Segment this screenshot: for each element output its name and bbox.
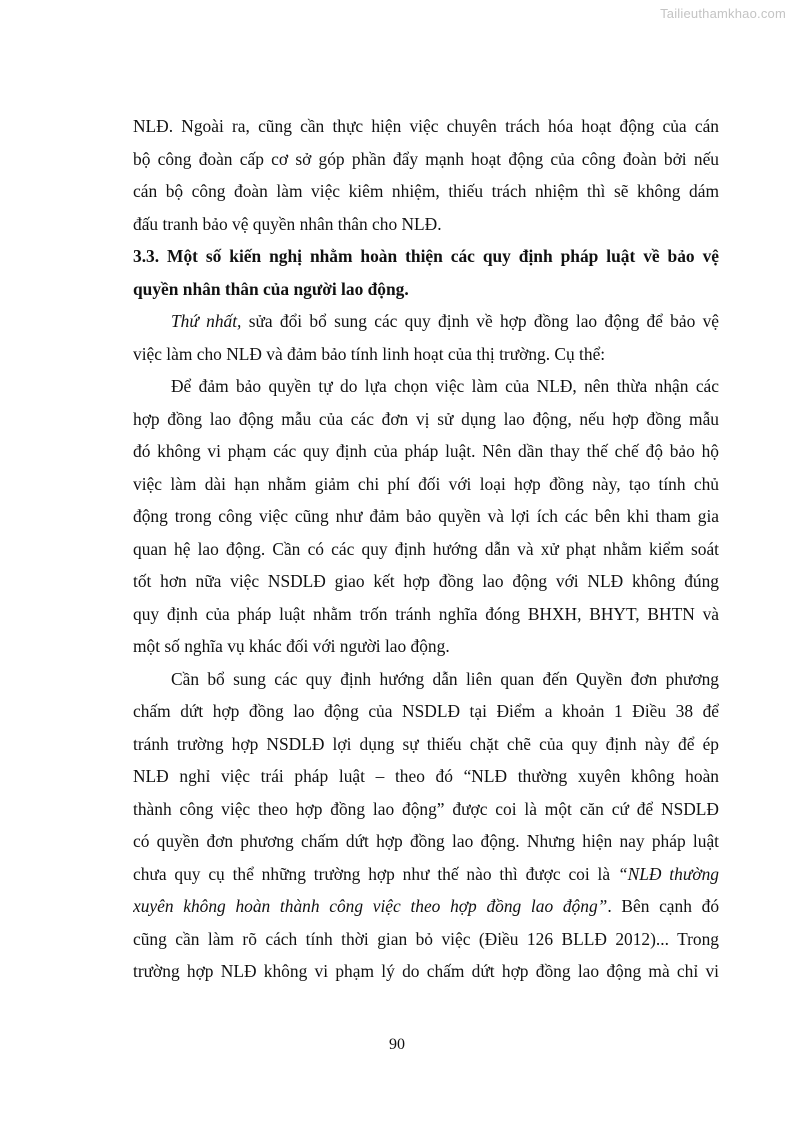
text-span: chưa quy cụ thể những trường hợp như thế nào thì được coi là <box>133 863 611 884</box>
text-line <box>133 890 719 923</box>
text-line: trường hợp NLĐ không vi phạm lý do chấm dứt hợp đồng lao động mà chỉ vi <box>133 961 719 981</box>
text-line: NLĐ nghỉ việc trái pháp luật – theo đó “NLĐ thường xuyên không hoàn <box>133 766 719 786</box>
text-line: tránh trường hợp NSDLĐ lợi dụng sự thiếu chặt chẽ của quy định này để ép <box>133 733 719 754</box>
text-line: thành công việc theo hợp đồng lao động” được coi là một căn cứ để NSDLĐ <box>133 798 719 819</box>
watermark: Tailieuthamkhao.com <box>660 6 786 21</box>
text-line: động trong công việc cũng như đảm bảo quyền và lợi ích các bên khi tham gia <box>133 506 719 526</box>
text-line: hợp đồng lao động mẫu của các đơn vị sử dụng lao động, nếu hợp đồng mẫu <box>133 408 719 429</box>
text-span: sửa đổi bổ sung các quy định về hợp đồng lao động để bảo vệ <box>248 311 719 331</box>
text-line <box>133 858 719 891</box>
italic-phrase: xuyên không hoàn thành công việc theo hợp đồng lao động” <box>133 896 608 916</box>
text-line: việc làm dài hạn nhằm giảm chi phí đối với loại hợp đồng này, tạo tính chủ <box>133 473 719 494</box>
text-span: . Bên cạnh đó <box>607 896 719 916</box>
section-heading: 3.3. Một số kiến nghị nhằm hoàn thiện các quy định pháp luật về bảo vệ <box>133 246 719 266</box>
text-line: NLĐ. Ngoài ra, cũng cần thực hiện việc chuyên trách hóa hoạt động của cán <box>133 116 719 136</box>
text-line: quy định của pháp luật nhằm trốn tránh nghĩa đóng BHXH, BHYT, BHTN và <box>133 603 719 624</box>
text-line: Cần bổ sung các quy định hướng dẫn liên quan đến Quyền đơn phương <box>171 668 719 689</box>
text-line: chấm dứt hợp đồng lao động của NSDLĐ tại Điểm a khoản 1 Điều 38 để <box>133 701 719 721</box>
section-heading: quyền nhân thân của người lao động. <box>133 278 409 299</box>
text-line: đó không vi phạm các quy định của pháp luật. Nên dần thay thế chế độ bảo hộ <box>133 441 719 461</box>
text-line <box>133 305 719 338</box>
text-line: Để đảm bảo quyền tự do lựa chọn việc làm của NLĐ, nên thừa nhận các <box>171 376 719 396</box>
text-line: cán bộ công đoàn làm việc kiêm nhiệm, thiếu trách nhiệm thì sẽ không dám <box>133 181 719 201</box>
italic-phrase: “NLĐ thường <box>617 863 719 884</box>
text-line: một số nghĩa vụ khác đối với người lao động. <box>133 636 450 656</box>
text-line: quan hệ lao động. Cần có các quy định hướng dẫn và xử phạt nhằm kiểm soát <box>133 538 719 559</box>
italic-phrase: Thứ nhất, <box>171 311 242 331</box>
text-line: cũng cần làm rõ cách tính thời gian bỏ việc (Điều 126 BLLĐ 2012)... Trong <box>133 928 719 949</box>
text-line: có quyền đơn phương chấm dứt hợp đồng lao động. Nhưng hiện nay pháp luật <box>133 831 719 851</box>
text-line: đấu tranh bảo vệ quyền nhân thân cho NLĐ. <box>133 213 442 234</box>
text-line: tốt hơn nữa việc NSDLĐ giao kết hợp đồng lao động với NLĐ không đúng <box>133 571 719 591</box>
text-line: bộ công đoàn cấp cơ sở góp phần đẩy mạnh hoạt động của công đoàn bởi nếu <box>133 148 719 169</box>
document-body <box>133 110 719 988</box>
page-number: 90 <box>389 1036 405 1053</box>
text-line: việc làm cho NLĐ và đảm bảo tính linh hoạt của thị trường. Cụ thể: <box>133 343 606 364</box>
